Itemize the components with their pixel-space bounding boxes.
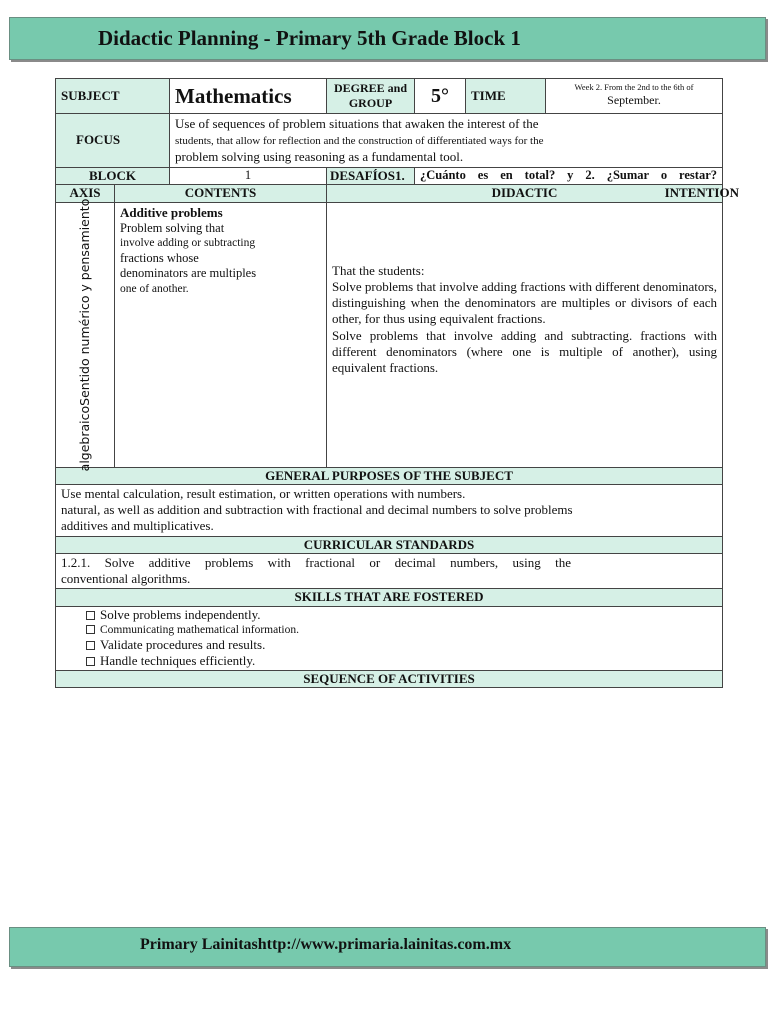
block-value: 1 (170, 168, 327, 185)
contents-header: CONTENTS (115, 185, 327, 202)
time-label: TIME (466, 79, 546, 114)
general-line-3: additives and multiplicatives. (61, 518, 214, 534)
skill-item-text: Validate procedures and results. (100, 637, 266, 653)
intention-cell (327, 202, 723, 467)
skill-item-text: Solve problems independently. (100, 606, 261, 622)
desafios-value: ¿Cuánto es en total? y 2. ¿Sumar o restar? (415, 168, 723, 185)
general-purposes-text (56, 484, 723, 536)
checkbox-bullet-icon (86, 657, 95, 666)
footer-banner (9, 927, 766, 967)
standards-heading-row (56, 536, 723, 553)
degree-label-line-1: DEGREE and (333, 81, 408, 95)
skills-heading: SKILLS THAT ARE FOSTERED (56, 589, 723, 606)
axis-value: algebraicoSentido numérico y pensamiento (77, 198, 93, 471)
intention-line-1: That the students: (332, 262, 425, 278)
subject-label: SUBJECT (56, 79, 170, 114)
header-banner (9, 17, 766, 60)
axis-cell (56, 198, 115, 471)
intention-line-2: Solve problems that involve adding fractions with different denominators, distinguishing when the denominators are multiples or divisors of each other, for thus using equivalent fractions. (332, 278, 717, 327)
skills-list (56, 606, 723, 670)
general-purposes-heading: GENERAL PURPOSES OF THE SUBJECT (56, 467, 723, 484)
checkbox-bullet-icon (86, 625, 95, 634)
contents-title: Additive problems (120, 204, 223, 220)
focus-line-3: problem solving using reasoning as a fundamental tool. (175, 148, 464, 164)
general-line-1: Use mental calculation, result estimation, or written operations with numbers. (61, 485, 466, 501)
general-heading-row (56, 467, 723, 484)
focus-line-2: students, that allow for reflection and the construction of differentiated ways for the (175, 135, 544, 148)
curricular-standards-heading: CURRICULAR STANDARDS (56, 536, 723, 553)
time-value (546, 79, 723, 114)
list-item (86, 653, 722, 669)
contents-line-1: Problem solving that (120, 220, 225, 235)
intention-header: INTENTION (664, 185, 739, 201)
contents-line-3: fractions whose (120, 250, 199, 265)
standards-line-1: 1.2.1. Solve additive problems with fractional or decimal numbers, using the (61, 554, 571, 570)
focus-row (56, 114, 723, 168)
block-row (56, 168, 723, 185)
general-line-2: natural, as well as addition and subtraction with fractional and decimal numbers to solve problems (61, 502, 573, 517)
subject-value: Mathematics (170, 79, 327, 114)
checkbox-bullet-icon (86, 611, 95, 620)
info-row (56, 79, 723, 114)
standards-line-2: conventional algorithms. (61, 571, 191, 586)
list-item (86, 607, 722, 623)
skills-heading-row (56, 589, 723, 606)
focus-line-1: Use of sequences of problem situations that awaken the interest of the (175, 115, 539, 131)
didactic-header: DIDACTIC (491, 185, 558, 201)
skill-item-text: Handle techniques efficiently. (100, 653, 256, 669)
curricular-standards-text (56, 553, 723, 589)
time-value-line-2: September. (607, 92, 661, 107)
footer-text: Primary Lainitashttp://www.primaria.lainitas.com.mx (140, 936, 512, 953)
skill-item-text: Communicating mathematical information. (100, 623, 299, 636)
degree-value: 5° (415, 79, 466, 114)
general-body-row (56, 484, 723, 536)
sequence-heading-row (56, 670, 723, 687)
body-row (56, 202, 723, 467)
time-value-line-1: Week 2. From the 2nd to the 6th of (574, 82, 694, 93)
degree-label (327, 79, 415, 114)
list-item (86, 623, 722, 637)
axis-header: AXIS (56, 185, 115, 202)
focus-label: FOCUS (56, 114, 170, 168)
focus-text (170, 114, 723, 168)
contents-cell (115, 202, 327, 467)
columns-header-row (56, 185, 723, 202)
sequence-heading: SEQUENCE OF ACTIVITIES (56, 670, 723, 687)
standards-body-row (56, 553, 723, 589)
didactic-intention-header (327, 185, 739, 202)
intention-line-3: Solve problems that involve adding and subtracting. fractions with different denominators (where one is multiple of another), using equivalent fractions. (332, 327, 717, 375)
degree-label-line-2: GROUP (348, 96, 393, 110)
skills-body-row (56, 606, 723, 670)
planning-table (55, 78, 739, 688)
block-label: BLOCK (56, 168, 170, 185)
list-item (86, 637, 722, 653)
contents-line-5: one of another. (120, 283, 189, 295)
checkbox-bullet-icon (86, 641, 95, 650)
page-title: Didactic Planning - Primary 5th Grade Block 1 (98, 26, 521, 50)
desafios-label: DESAFÍOS1. (327, 168, 415, 185)
contents-line-2: involve adding or subtracting (120, 237, 256, 250)
contents-line-4: denominators are multiples (120, 266, 257, 281)
